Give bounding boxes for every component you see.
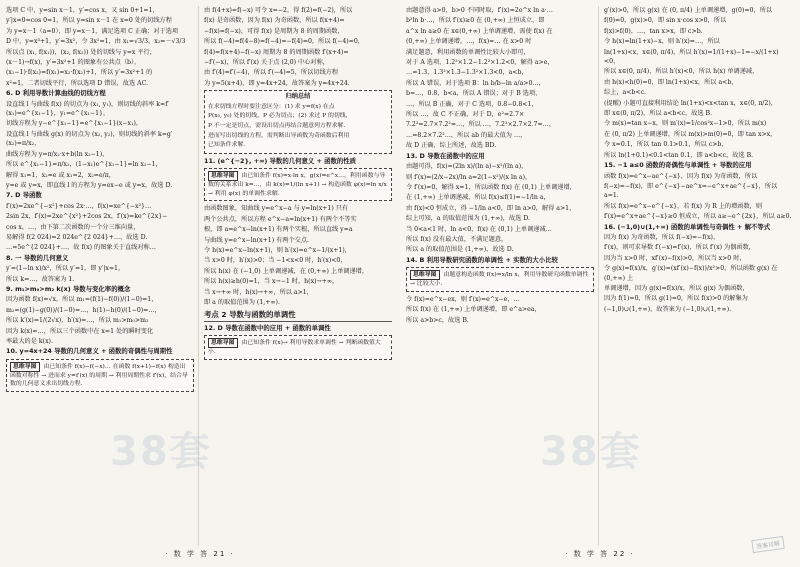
text-line: 由 h(x)<h(0)=0，即 ln(1+x)<x，所以 a<b，	[604, 78, 738, 86]
q15-body	[604, 172, 792, 222]
text-line: a^x ln a≥0 在 x∈(0,+∞) 上单调递增，需使 f(x) 在	[406, 27, 553, 35]
text-line: 令 h(x)=ln(1+x)−x，则 h′(x)=…，所以	[604, 38, 720, 46]
text-line: b²ln b·…，所以 f′(x)≥0 在 (0,+∞) 上恒成立，即	[406, 17, 545, 25]
q8-heading: 8. 一 导数的几何意义	[6, 253, 69, 262]
text-line: f(−x)=−f(x)，即 e^{−x}−ae^x=−e^x+ae^{−x}，所以 a=1.	[604, 182, 778, 200]
text-line: y=e 或 y=x，即直线 l 的方程为 y=ex−e 或 y=x，故选 D.	[6, 181, 173, 189]
text-line: 当 x→+∞ 时，h(x)→+∞，所以 a>1，	[204, 288, 313, 296]
q6-body	[6, 100, 194, 191]
text-line: 所以 f(x) 没有最大值，不满足题意，	[406, 235, 508, 243]
summary-body	[208, 103, 388, 150]
text-line: 所以 e^{x₁−1}=π/x₂，(1−x₁)e^{x₁−1}=ln x₂−1，	[6, 161, 162, 169]
text-line: 设直线 l 与曲线 f(x) 的切点为 (x₁, y₁)，则切线的斜率 k=f′(x₁)=e^{x₁−1}，y₁=e^{x₁−1}，	[6, 100, 169, 118]
text-line: 即 x∈(0, π/2)，所以 a<b<c，故选 B.	[604, 110, 713, 118]
text-line: 所以 h(x)≥h(0)=1，当 x→−1 时，h(x)→+∞，	[204, 278, 339, 286]
text-line: 选项 C 中，y=sin x－1，y′=cos x，又 sin 0+1=1，	[6, 7, 159, 14]
q14-heading: 14. B 利用导数研究函数的单调性 + 实数的大小比较	[406, 255, 558, 264]
text-line: f(x)>f(0)，…，tan x>x，即 c>b.	[604, 27, 703, 35]
text-line: b=…，0.8，b<a，所以 A 错误；对于 B 选项，	[406, 90, 542, 98]
text-line: 满足题意，利用函数的单调性比较大小即可，	[406, 48, 530, 56]
text-line: 令 x=0.1，所以 tan 0.1>0.1，所以 c>b，	[604, 141, 728, 149]
watermark-logo: 38套	[540, 429, 642, 475]
mindmap-text: 由题意构造函数 f(x)=x/ln x，利用导数研究函数单调性 → 比较大小.	[410, 272, 589, 288]
left-col1-intro	[6, 6, 194, 88]
text-line: D 中，y=x³+1，y′=3x²，令 3x²=1，由 x₁=√3/3，x₂=－√3/3	[6, 38, 186, 46]
text-line: 综上，a<b<c.	[604, 89, 647, 97]
text-line: 所以 …，故 C 不正确，对于 D，e²≈2.7×	[406, 111, 525, 119]
text-line: 曲线方程为 y=π/x₂·x+b(ln x₂−1)，	[6, 150, 109, 158]
text-line: 所以 f(−4)=f(4−8)=f(−4)=−f(4)=0，所以 f(−4)=0，	[204, 38, 364, 46]
text-line: 在求切线方程时要注意区分：(1) 求 y=f(x) 在点	[208, 103, 335, 110]
q6-heading: 6. D 利用导数计算曲线的切线方程	[6, 89, 106, 98]
text-line: 令 f(x)=e^x−ex，则 f′(x)=e^x−e，…	[406, 295, 520, 303]
text-line: …=1.3，1.3²×1.3−1.3²×1.3<0，a<b，	[406, 69, 528, 77]
text-line: 因为 k(x)=…，所以三个函数中在 x=1 处的瞬时变化	[6, 327, 154, 335]
text-line: f′(x)，则可求导数 f′(−x)=f′(x)，所以 f′(x) 为偶函数，	[604, 244, 755, 252]
text-line: 因为函数 f(x)=√x，所以 m₁=(f(1)−f(0))/(1−0)=1，	[6, 296, 158, 304]
text-line: 单调递增，因为 g(x)=f(x)/x，所以 g(x) 为偶函数，	[604, 284, 749, 292]
text-line: −f′(−x)，所以 f′(x) 关于点 (2,0) 中心对称，	[204, 59, 329, 67]
q7-body	[6, 202, 194, 253]
text-line: P 不一定是切点，需设出切点再结合题意列方程求解.	[208, 123, 346, 130]
text-line: 则 f′(x)=(2/x−2x)/ln a=2(1−x²)/(x ln a)，	[406, 173, 532, 181]
q13-heading: 13. D 导数在函数中的应用	[406, 151, 485, 160]
text-line: 所以 f(x)=e^x−e^{−x}，若 f(x) 为 R 上的增函数，则	[604, 202, 763, 210]
q12-mindmap-box	[204, 335, 392, 360]
q9-heading: 9. m₁>m₀>m₂ k(x) 导数与变化率的概念	[6, 284, 131, 293]
page-footer-left: · 数 学 答 21 ·	[165, 550, 235, 558]
text-line: …=5e^{2 024}+…，故 f(x) 的图象关于直线对称…	[6, 244, 156, 252]
text-line: g′(x)>0，所以 g(x) 在 (0, π/4) 上单调递增，g(0)=0，所以	[604, 7, 773, 14]
text-line: 对于 A 选项，1.2²×1.2−1.2²×1.2<0，解得 a>e，	[406, 59, 554, 67]
text-line: 所以 a>b>c，故选 B.	[406, 316, 469, 324]
text-line: 所以 h(x) 在 (−1,0) 上单调递减，在 (0,+∞) 上单调递增，	[204, 267, 369, 275]
text-line: …，所以 B 正确，对于 C 选项，0.8−0.8<1，	[406, 100, 538, 108]
section-title-topic2: 考点 2 导数与函数的单调性	[204, 310, 392, 321]
summary-title: 归纳总结	[285, 93, 311, 101]
text-line: 令 g(x)=f(x)/x，g′(x)=(xf′(x)−f(x))/x²>0，所以函数 g(x) 在 (0,+∞) 上	[604, 265, 778, 282]
text-line: 由 f′(4)=f′(−4)，所以 f′(−4)=5，所以切线方程	[204, 69, 339, 77]
text-line: (−1,0)∪(1,+∞)，故答案为 (−1,0)∪(1,+∞).	[604, 305, 732, 313]
text-line: 与曲线 y=e^x−ln(x+1) 有两个交点.	[204, 236, 310, 244]
summary-box	[204, 90, 392, 154]
text-line: f′(x)=e^x+ae^{−x}≥0 恒成立，所以 a≥−e^{2x}，所以 a≥0.	[604, 213, 792, 221]
text-line: 当 0<a<1 时，ln a<0，f(x) 在 (0,1) 上单调递减…	[406, 225, 552, 233]
text-line: 所以 ln(1+0.1)<0.1<tan 0.1，即 a<b<c，故选 B.	[604, 151, 754, 159]
text-line: (0,+∞) 上单调递增，…，f(x)=… 在 x>0 时	[406, 38, 532, 46]
text-line: (x₁−1)·f(x₂)=f(x₁)=x₂·f(x₂)+1，所以 y′=3x²+1 的	[6, 69, 153, 77]
text-line: 所以点 (x₁, f(x₁))，(x₂, f(x₂)) 处的切线与 y=x 平行，	[6, 48, 156, 56]
corner-stamp: 答案详解	[751, 536, 785, 553]
mindmap-text: 由已知条件 f(x)−f(−x)… 在函数 f(x+1)−f(x) 构造出函数对称性 → 进而求 y=f′(x) 的周期 → 利用周期性求 f′(x)，结合导数的几何意义求出切线方程.	[10, 363, 188, 388]
text-line: cos x，…，由下第二次函数的一个分三维向量，	[6, 223, 140, 231]
text-line: 已知条件求解.	[208, 142, 246, 149]
mindmap-text: 由已知条件 f(x)→ 利用导数求单调性 → 判断函数值大小.	[208, 340, 381, 356]
text-line: 7.2²=2.7×7.2²≈…，所以 …，7.2²×2.7×2.7≈…，	[406, 121, 556, 129]
text-line: 易解得 f(2 024)=2 024e^{2 024}+…，故选 D.	[6, 233, 148, 241]
text-line: 由函数图象，知曲线 y=e^x−a 与 y=ln(x+1) 只有	[204, 205, 349, 213]
q13-body	[406, 162, 594, 255]
text-line: 进而写出切线的方程，需判断出导函数为奇函数后利用	[208, 132, 350, 139]
text-line: 由 f(x)<0 恒成立，得 −1/ln a<0，即 ln a>0，解得 a>1，	[406, 204, 576, 212]
q7-heading: 7. D 导函数	[6, 191, 42, 200]
q11-mindmap-box	[204, 168, 392, 201]
mindmap-label: 思维导图	[10, 362, 40, 372]
mindmap-label: 思维导图	[410, 270, 440, 280]
mindmap-label: 思维导图	[208, 171, 238, 181]
text-line: 函数 f(x)=e^x−ae^{−x}，因为 f(x) 为奇函数，所以	[604, 172, 758, 180]
text-line: 切线方程为 y−e^{x₁−1}=e^{x₁−1}(x−x₁)，	[6, 120, 143, 128]
mindmap-text: 由已知条件 f(x)=x·ln x，g(x)=e^x…，利用函数与导数的关系求出 k=…，由 k(x)=1/(ln x+1) → 构造函数 φ(x)=ln x/x → 利用 φ(x) 的单调性求解.	[208, 173, 387, 197]
text-line: f(x) 是奇函数，因为 f(x) 为奇函数，所以 f(x+4)=	[204, 17, 345, 25]
text-line: 在 (0, π/2) 上单调递增，所以 m(x)>m(0)=0，即 tan x>x，	[604, 130, 777, 138]
text-line: 故 D 正确，综上所述，故选 BD.	[406, 142, 497, 150]
text-line: 由题可得，f(x)=(2ln x)/(ln a)−x²/(ln a)，	[406, 163, 528, 171]
text-line: 两个公共点，所以方程 e^x−a=ln(x+1) 有两个不等实	[204, 215, 357, 223]
q16-body	[604, 233, 792, 314]
text-line: 由 f(4+x)=f(−x) 可令 x=−2，得 f(2)=f(−2)，所以	[204, 7, 353, 14]
q10-mindmap-box	[6, 359, 194, 392]
text-line: ln(1+x)<x，x∈(0, π/4)，所以 h′(x)=1/(1+x)−1=−x/(1+x)<0，	[604, 48, 779, 66]
right-col2-intro	[604, 6, 792, 160]
watermark-logo: 38套	[110, 429, 212, 475]
text-line: 根，即 a=e^x−ln(x+1) 有两个实根，所以直线 y=a	[204, 226, 353, 234]
q14-body	[406, 295, 594, 325]
text-line: 即 a 的取值范围为 (1,+∞).	[204, 299, 280, 307]
text-line: 为 y=5(x+4)，即 y=4x+24，故答案为 y=4x+24.	[204, 79, 350, 87]
text-line: 令 m(x)=tan x−x，则 m′(x)=1/cos²x−1>0，所以 m(x)	[604, 120, 767, 128]
left-col2-intro	[204, 6, 392, 88]
text-line: 率最大的是 k(x).	[6, 338, 53, 345]
q8-body	[6, 264, 194, 284]
text-line: 因为 f(x) 为奇函数，所以 f(−x)=−f(x)，	[604, 233, 720, 241]
q14-mindmap-box	[406, 267, 594, 292]
text-line: 所以 k′(x)=1/(2√x)，h′(x)=…，所以 m₁>m₀>m₂	[6, 317, 149, 325]
text-line: y′|x=0=cos 0=1，所以 y=sin x－1 在 x=0 处的切线方程	[6, 17, 172, 25]
text-line: −f(x)=f(−x)，可得 f(x) 是周期为 8 的周期函数，	[204, 27, 344, 35]
text-line: 在 (1,+∞) 上单调递减，所以 f(x)≤f(1)=−1/ln a，	[406, 194, 550, 202]
text-line: 所以 x∈(0, π/4)，所以 h′(x)<0，所以 h(x) 单调递减，	[604, 68, 759, 76]
text-line: 所以 k=…，故答案为 1.	[6, 275, 75, 283]
q16-heading: 16. (−1,0)∪(1,+∞) 函数的单调性与奇偶性 + 解不等式	[604, 222, 771, 231]
right-col1-intro	[406, 6, 594, 151]
text-line: 所以 a 的取值范围是 (1,+∞)，故选 D.	[406, 246, 514, 254]
text-line: 为 y=x－1（a=0），即 y=x－1，满足选项 C 正确；对于选项	[6, 27, 179, 35]
q12-heading: 12. D 导数在函数中的应用 + 函数的单调性	[204, 323, 331, 332]
text-line: (x－1)→f(x)，y′=3x²+1 的图象有公共点（b），	[6, 59, 141, 67]
text-line: 所以 f(x) 在 (1,+∞) 上单调递增，即 e^a>ea，	[406, 306, 541, 314]
q15-heading: 15. −1 a≤0 函数的奇偶性与单调性 + 导数的应用	[604, 161, 752, 170]
text-line: …=8.2×7.2²…，所以 ab 的最大值为 …，	[406, 131, 527, 139]
page-footer-right: · 数 学 答 22 ·	[565, 550, 635, 558]
text-line: P(x₀, y₀) 处的切线，P 必为切点；(2) 求过 P 的切线，	[208, 113, 352, 120]
left-col-2	[204, 6, 392, 541]
text-line: 令 h(x)=e^x−ln(x+1)，则 h′(x)=e^x−1/(x+1)，	[204, 247, 351, 255]
text-line: 由题意得 a>0，b>0 不同时取，f′(x)=2e^x ln a·…	[406, 7, 553, 14]
q9-body	[6, 295, 194, 346]
text-line: 所以 A 错误，对于选项 B：ln b/b−ln a/a>0…，	[406, 79, 545, 87]
text-line: f′(x)=2xe^{−x²}+cos 2x·…，f(x)=xe^{−x²}…	[6, 202, 152, 210]
text-line: 设直线 l 与曲线 g(x) 的切点为 (x₂, y₂)，则切线的斜率 k=g′(x₂)=π/x₂，	[6, 130, 173, 148]
right-page	[400, 0, 800, 567]
text-line: 因为 f(1)=0，所以 g(1)=0，所以 f(x)>0 的解集为	[604, 295, 748, 303]
text-line: 2sin 2x，f′(x)=2xe^{x²}+2cos 2x，f′(x)=ke^{2x}−	[6, 213, 168, 221]
q11-heading: 11. (e^{−2}, +∞) 导数的几何意义 + 函数的性质	[204, 156, 357, 165]
text-line: m₂=(g(1)−g(0))/(1−0)=…，h(1)−h(0)/(1−0)=…，	[6, 306, 161, 314]
text-line: f(0)=0，g(x)>0，即 sin x·cos x>0，所以	[604, 17, 727, 25]
text-line: 因为当 x>0 时，xf′(x)−f(x)>0，所以当 x>0 时，	[604, 254, 746, 262]
q10-heading: 10. y=4x+24 导数的几何意义 + 函数的奇偶性与周期性	[6, 347, 173, 356]
text-line: y′=(1−ln x)/x²，所以 y′=1，即 y′|x=1，	[6, 265, 125, 273]
text-line: 解得 x₁=1，x₂=e 或 x₁=2，x₂=e/π，	[6, 171, 115, 179]
text-line: 综上可知，a 的取值范围为 (1,+∞)，故选 D.	[406, 215, 530, 223]
mindmap-label: 思维导图	[208, 338, 238, 348]
text-line: f(4)=f(x+4)−f(−x) 周期为 8 的周期函数 f′(x+4)=	[204, 48, 349, 56]
text-line: 当 x>0 时，h′(x)>0；当 −1<x<0 时，h′(x)<0，	[204, 257, 347, 265]
q11-body	[204, 204, 392, 307]
text-line: 令 f′(x)=0，解得 x=1，所以函数 f(x) 在 (0,1) 上单调递增，	[406, 183, 576, 191]
text-line: (提醒) 小题可直接利用结论 ln(1+x)<x<tan x，x∈(0, π/2)，	[604, 99, 777, 107]
text-line: x²=1，二者切线平行，所以选项 D 错误，故选 AC.	[6, 79, 149, 87]
